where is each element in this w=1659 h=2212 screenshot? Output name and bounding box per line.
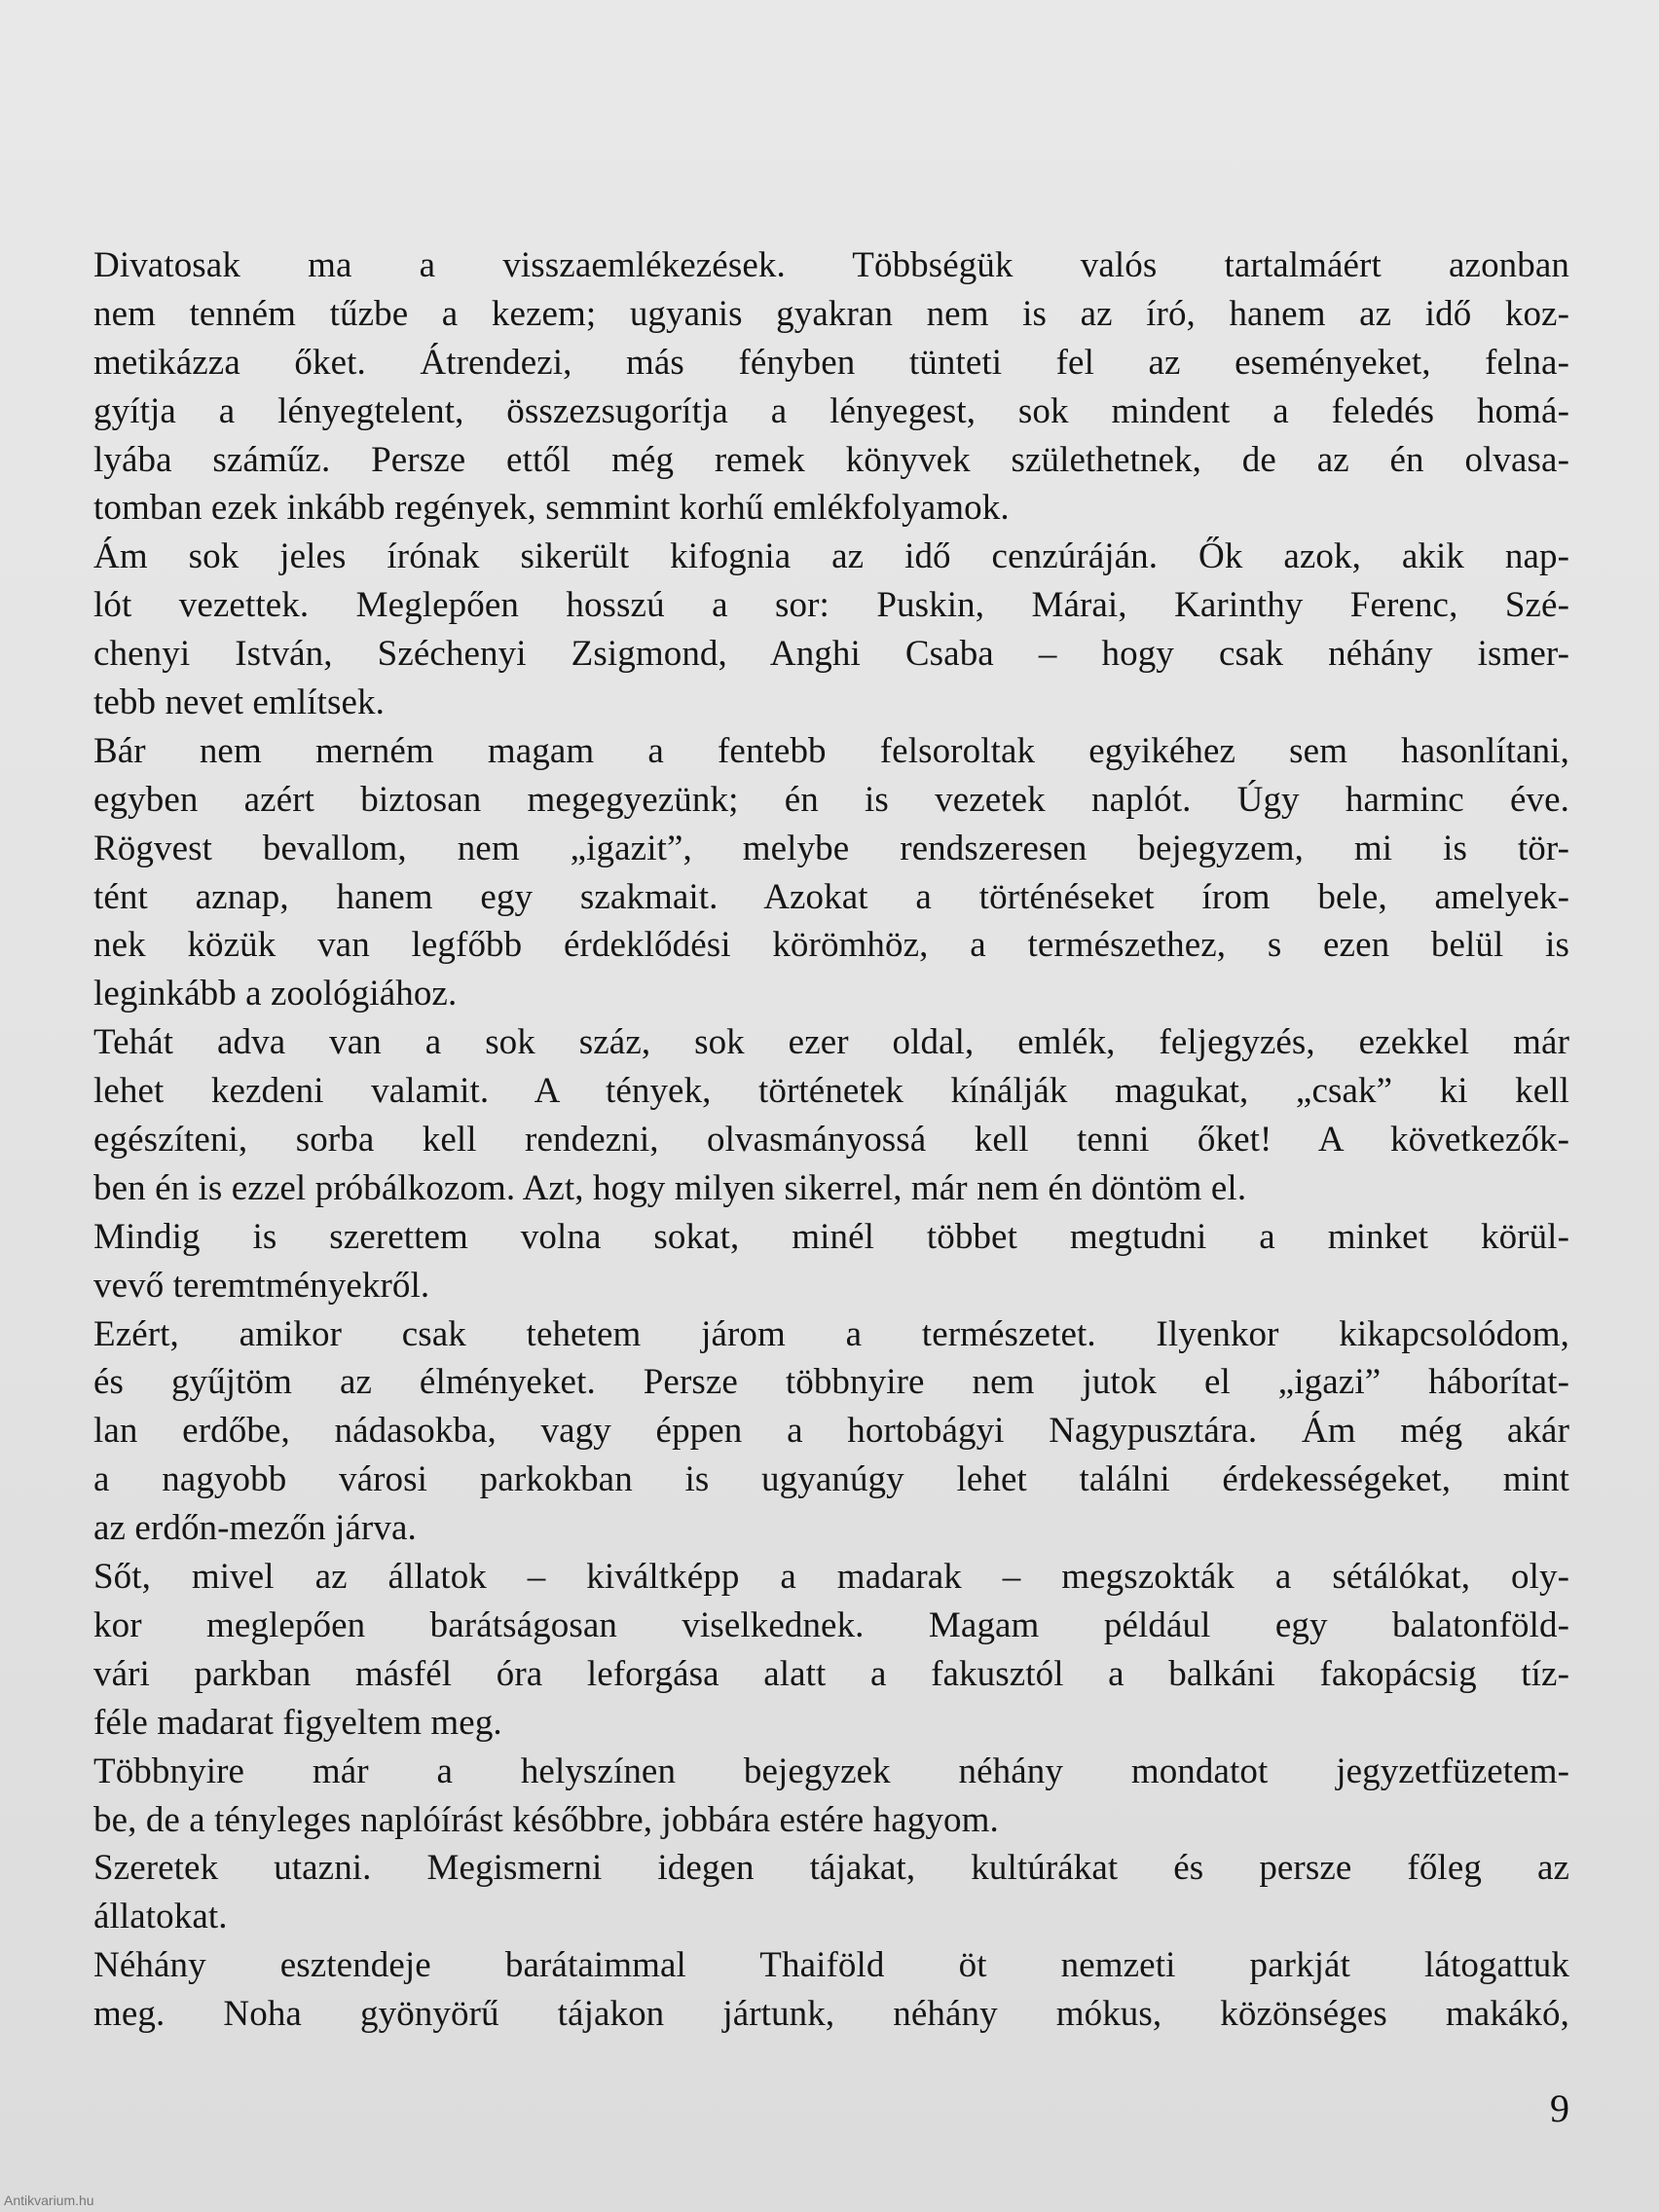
- text-line: Többnyire már a helyszínen bejegyzek néhány mondatot jegyzetfüzetem-: [93, 1751, 1569, 1791]
- text-line: Mindig is szerettem volna sokat, minél többet megtudni a minket körül-: [93, 1216, 1569, 1257]
- page-number: 9: [1550, 2086, 1569, 2130]
- text-line: Bár nem merném magam a fentebb felsoroltak egyikéhez sem hasonlítani,: [93, 730, 1569, 771]
- text-line: meg. Noha gyönyörű tájakon jártunk, néhány mókus, közönséges makákó,: [93, 1994, 1569, 2035]
- text-line: féle madarat figyeltem meg.: [93, 1702, 502, 1743]
- text-line: chenyi István, Széchenyi Zsigmond, Anghi Csaba – hogy csak néhány ismer-: [93, 634, 1569, 675]
- text-line: kor meglepően barátságosan viselkednek. Magam például egy balatonföld-: [93, 1604, 1569, 1645]
- text-line: Ezért, amikor csak tehetem járom a természetet. Ilyenkor kikapcsolódom,: [93, 1313, 1569, 1354]
- text-line: és gyűjtöm az élményeket. Persze többnyire nem jutok el „igazi” háborítat-: [93, 1362, 1569, 1403]
- text-line: Szeretek utazni. Megismerni idegen tájakat, kultúrákat és persze főleg az: [93, 1848, 1569, 1889]
- text-line: nek közük van legfőbb érdeklődési körömhöz, a természethez, s ezen belül is: [93, 925, 1569, 966]
- text-line: állatokat.: [93, 1897, 228, 1937]
- text-line: Sőt, mivel az állatok – kiváltképp a madarak – megszokták a sétálókat, oly-: [93, 1557, 1569, 1598]
- text-line: tént aznap, hanem egy szakmait. Azokat a történéseket írom bele, amelyek-: [93, 876, 1569, 917]
- text-line: Rögvest bevallom, nem „igazit”, melybe rendszeresen bejegyzem, mi is tör-: [93, 828, 1569, 868]
- text-line: vevő teremtményekről.: [93, 1265, 430, 1306]
- text-line: Tehát adva van a sok száz, sok ezer oldal, emlék, feljegyzés, ezekkel már: [93, 1022, 1569, 1063]
- text-line: a nagyobb városi parkokban is ugyanúgy lehet találni érdekességeket, mint: [93, 1459, 1569, 1500]
- text-line: egészíteni, sorba kell rendezni, olvasmányossá kell tenni őket! A következők-: [93, 1120, 1569, 1161]
- text-line: tebb nevet említsek.: [93, 682, 385, 723]
- text-line: lót vezettek. Meglepően hosszú a sor: Puskin, Márai, Karinthy Ferenc, Szé-: [93, 585, 1569, 626]
- text-line: be, de a tényleges naplóírást későbbre, jobbára estére hagyom.: [93, 1799, 999, 1840]
- text-line: Ám sok jeles írónak sikerült kifognia az idő cenzúráján. Ők azok, akik nap-: [93, 536, 1569, 577]
- body-text: [93, 241, 1569, 2039]
- text-line: Néhány esztendeje barátaimmal Thaiföld öt nemzeti parkját látogattuk: [93, 1945, 1569, 1986]
- text-line: lehet kezdeni valamit. A tények, történetek kínálják magukat, „csak” ki kell: [93, 1071, 1569, 1112]
- text-line: az erdőn-mezőn járva.: [93, 1508, 417, 1549]
- text-line: tomban ezek inkább regények, semmint korhű emlékfolyamok.: [93, 488, 1010, 529]
- text-line: lan erdőbe, nádasokba, vagy éppen a hortobágyi Nagypusztára. Ám még akár: [93, 1411, 1569, 1452]
- watermark: Antikvarium.hu: [4, 2193, 94, 2208]
- text-line: metikázza őket. Átrendezi, más fényben tünteti fel az eseményeket, felna-: [93, 342, 1569, 383]
- text-line: egyben azért biztosan megegyezünk; én is vezetek naplót. Úgy harminc éve.: [93, 779, 1569, 820]
- text-line: gyítja a lényegtelent, összezsugorítja a lényegest, sok mindent a feledés homá-: [93, 390, 1569, 431]
- text-line: Divatosak ma a visszaemlékezések. Többségük valós tartalmáért azonban: [93, 245, 1569, 285]
- text-line: leginkább a zoológiához.: [93, 974, 458, 1014]
- text-line: ben én is ezzel próbálkozom. Azt, hogy milyen sikerrel, már nem én döntöm el.: [93, 1167, 1247, 1208]
- text-line: lyába száműz. Persze ettől még remek könyvek születhetnek, de az én olvasa-: [93, 439, 1569, 480]
- text-line: nem tenném tűzbe a kezem; ugyanis gyakran nem is az író, hanem az idő koz-: [93, 293, 1569, 334]
- text-line: vári parkban másfél óra leforgása alatt a fakusztól a balkáni fakopácsig tíz-: [93, 1653, 1569, 1694]
